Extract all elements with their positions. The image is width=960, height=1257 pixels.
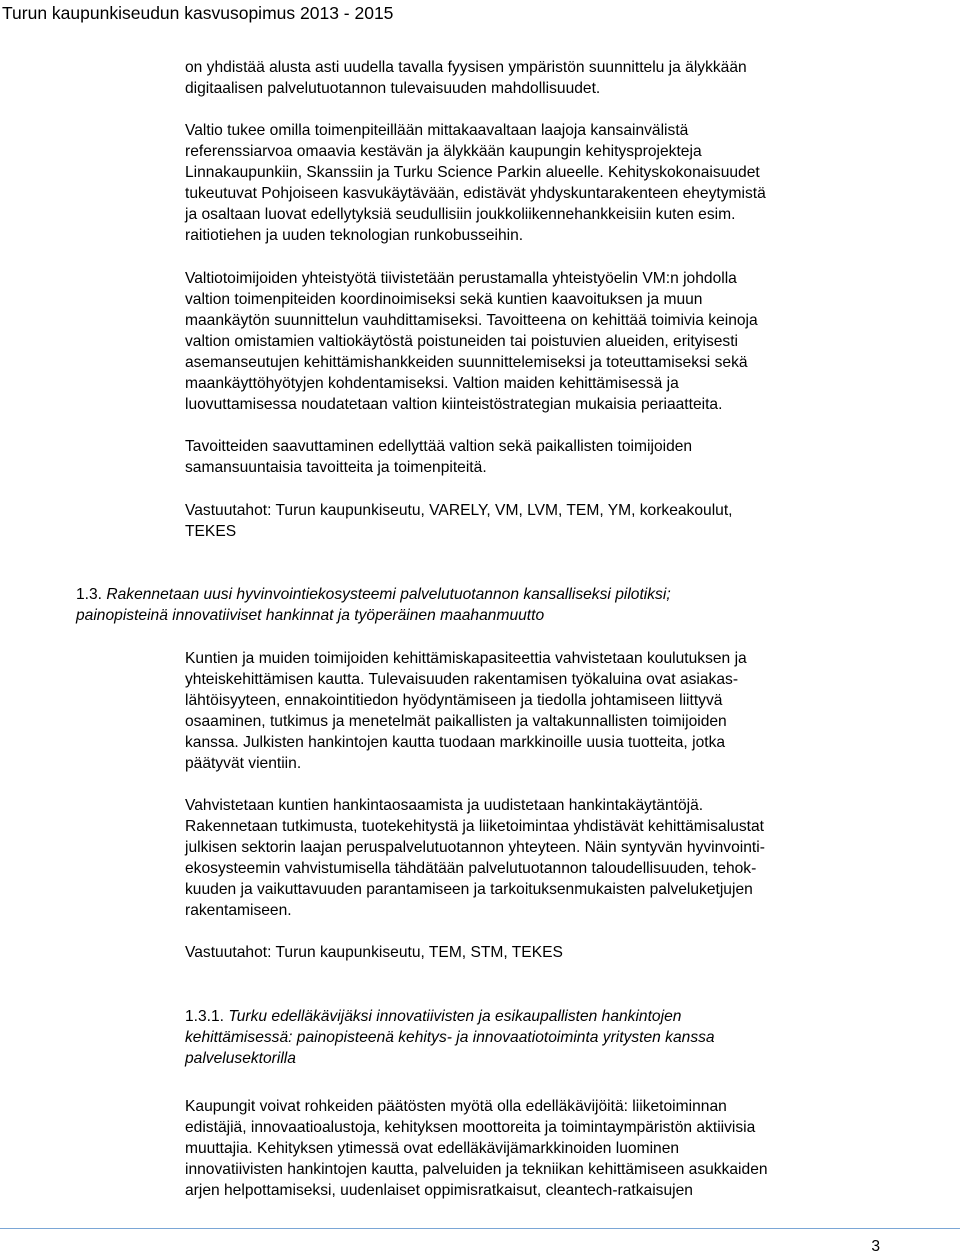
text-line: luovuttamisessa noudatetaan valtion kiinteistöstrategian mukaisia periaatteita.: [185, 396, 723, 413]
paragraph-goals: [185, 436, 885, 478]
paragraph-capacity: [185, 648, 885, 774]
text-line: maankäyttöhyötyjen kohdentamiseksi. Valtion maiden kehittämisessä ja: [185, 375, 679, 392]
section-heading-1-3-1: [185, 1006, 885, 1069]
text-line: kuuden ja vaikuttavuuden parantamiseen ja tarkoituksenmukaisten palveluketjujen: [185, 881, 753, 898]
text-line: Vahvistetaan kuntien hankintaosaamista ja uudistetaan hankintakäytäntöjä.: [185, 797, 704, 814]
text-line: arjen helpottamiseksi, uudenlaiset oppimisratkaisut, cleantech-ratkaisujen: [185, 1182, 693, 1199]
text-line: tukeutuvat Pohjoiseen kasvukäytävään, edistävät yhdyskuntarakenteen eheytymistä: [185, 185, 766, 202]
section-heading-1-3: [76, 584, 876, 626]
text-line: julkisen sektorin laajan peruspalvelutuotannon yhteyteen. Näin syntyvän hyvinvointi-: [185, 839, 765, 856]
text-line: kanssa. Julkisten hankintojen kautta tuodaan markkinoille uusia tuotteita, jotka: [185, 734, 726, 751]
text-line: maankäytön suunnittelun vauhdittamiseksi. Tavoitteena on kehittää toimivia keinoja: [185, 312, 758, 329]
text-line: edistäjiä, innovaatioalustoja, kehityksen moottoreita ja toimintaympäristön aktiivisia: [185, 1119, 756, 1136]
text-line: ja osaltaan luovat edellytyksiä seudullisiin joukkoliikennehankkeisiin kuten esim.: [185, 206, 736, 223]
text-line: Rakennetaan tutkimusta, tuotekehitystä ja liiketoimintaa yhdistävät kehittämisalustat: [185, 818, 765, 835]
text-line: Kaupungit voivat rohkeiden päätösten myötä olla edelläkävijöitä: liiketoiminnan: [185, 1098, 727, 1115]
text-line: Valtiotoimijoiden yhteistyötä tiivistetään perustamalla yhteistyöelin VM:n johdolla: [185, 270, 737, 287]
heading-line: palvelusektorilla: [185, 1050, 296, 1067]
text-line: samansuuntaisia tavoitteita ja toimenpiteitä.: [185, 459, 487, 476]
text-line: ekosysteemin vahvistumisella tähdätään palvelutuotannon taloudellisuuden, tehok-: [185, 860, 757, 877]
text-line: innovatiivisten hankintojen kautta, palveluiden ja tekniikan kehittämiseen asukkaiden: [185, 1161, 768, 1178]
text-line: Vastuutahot: Turun kaupunkiseutu, TEM, STM, TEKES: [185, 944, 563, 961]
paragraph-intro: [185, 57, 885, 99]
heading-text: Turku edelläkävijäksi innovatiivisten ja esikaupallisten hankintojen: [228, 1008, 682, 1025]
text-line: päätyvät vientiin.: [185, 755, 302, 772]
heading-text: Rakennetaan uusi hyvinvointiekosysteemi palvelutuotannon kansalliseksi pilotiksi;: [106, 586, 671, 603]
text-line: osaaminen, tutkimus ja menetelmät paikallisten ja valtakunnallisten toimijoiden: [185, 713, 727, 730]
text-line: lähtöisyyteen, ennakointitiedon hyödyntämiseen ja tiedolla johtamiseen liittyvä: [185, 692, 723, 709]
text-line: Valtio tukee omilla toimenpiteillään mittakaavaltaan laajoja kansainvälistä: [185, 122, 689, 139]
text-line: Tavoitteiden saavuttaminen edellyttää valtion sekä paikallisten toimijoiden: [185, 438, 693, 455]
text-line: Kuntien ja muiden toimijoiden kehittämiskapasiteettia vahvistetaan koulutuksen ja: [185, 650, 747, 667]
heading-line: [185, 1006, 885, 1027]
text-line: asemanseutujen kehittämishankkeiden suunnittelemiseksi ja toteuttamiseksi sekä: [185, 354, 748, 371]
text-line: valtion omistamien valtiokäytöstä poistuneiden tai poistuvien alueiden, erityisesti: [185, 333, 739, 350]
text-line: Linnakaupunkiin, Skanssiin ja Turku Science Parkin alueelle. Kehityskokonaisuudet: [185, 164, 760, 181]
text-line: muuttajia. Kehityksen ytimessä ovat edelläkävijämarkkinoiden luominen: [185, 1140, 680, 1157]
text-line: valtion toimenpiteiden koordinoimiseksi sekä kuntien kaavoituksen ja muun: [185, 291, 703, 308]
heading-line: kehittämisessä: painopisteenä kehitys- ja innovaatiotoiminta yritysten kanssa: [185, 1029, 715, 1046]
page-number: 3: [871, 1238, 880, 1255]
footer-divider: [0, 1228, 960, 1229]
section-number: 1.3.: [76, 586, 103, 603]
text-line: raitiotiehen ja uuden teknologian runkobusseihin.: [185, 227, 524, 244]
text-line: referenssiarvoa omaavia kestävän ja älykkään kaupungin kehitysprojekteja: [185, 143, 702, 160]
paragraph-responsible-parties: [185, 500, 885, 542]
heading-line: [76, 584, 876, 605]
paragraph-responsible-parties-2: [185, 942, 885, 963]
text-line: digitaalisen palvelutuotannon tulevaisuuden mahdollisuudet.: [185, 80, 601, 97]
paragraph-cities-pioneers: [185, 1096, 885, 1201]
section-number: 1.3.1.: [185, 1008, 225, 1025]
paragraph-cooperation: [185, 268, 885, 415]
text-line: rakentamiseen.: [185, 902, 292, 919]
text-line: on yhdistää alusta asti uudella tavalla fyysisen ympäristön suunnittelu ja älykkään: [185, 59, 747, 76]
text-line: Vastuutahot: Turun kaupunkiseutu, VARELY, VM, LVM, TEM, YM, korkeakoulut,: [185, 502, 733, 519]
paragraph-procurement: [185, 795, 885, 921]
heading-line: painopisteinä innovatiiviset hankinnat ja työperäinen maahanmuutto: [76, 607, 545, 624]
text-line: yhteiskehittämisen kautta. Tulevaisuuden rakentamisen työkaluina ovat asiakas-: [185, 671, 739, 688]
text-line: TEKES: [185, 523, 237, 540]
document-header-title: Turun kaupunkiseudun kasvusopimus 2013 - 2015: [2, 3, 394, 23]
paragraph-state-support: [185, 120, 885, 246]
